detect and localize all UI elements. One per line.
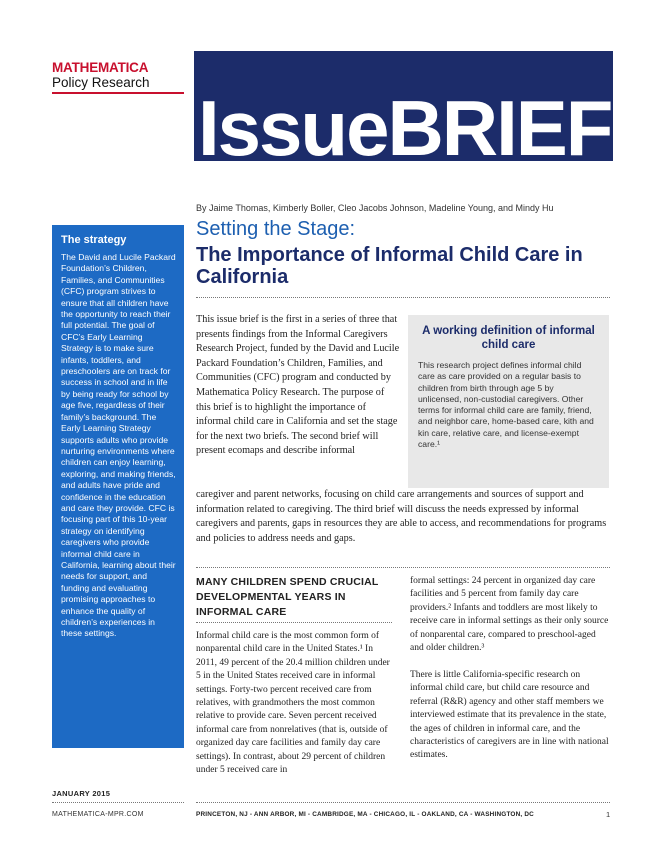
logo-line-2: Policy Research (52, 75, 150, 90)
logo-rule (52, 92, 184, 94)
banner-title: IssueBRIEF (198, 84, 612, 161)
body-column-2-para-2: There is little California-specific research on informal child care, but child care resource and referral (R&R) agency and other staff members we interviewed estimate that its prevalence in the state, the ages of children in informal care, and the characteristics of caregivers are in line with national estimates. (410, 670, 609, 761)
sidebar-heading: The strategy (61, 234, 127, 246)
definition-body: This research project defines informal child care as care provided on a regular basis to children from birth through age 5 by unlicensed, non-custodial caregivers. Other terms for informal child care are family, friend, and neighbor care, home-based care, kith and kin care, relative care, and license-exempt care.¹ (418, 360, 594, 450)
page-title: The Importance of Informal Child Care in California (196, 244, 583, 288)
office-locations: PRINCETON, NJ - ANN ARBOR, MI - CAMBRIDGE, MA - CHICAGO, IL - OAKLAND, CA - WASHINGTON, DC (196, 811, 534, 818)
logo-line-1: MATHEMATICA (52, 60, 149, 75)
issue-brief-banner (194, 51, 613, 161)
page-number: 1 (606, 810, 611, 819)
publication-date: JANUARY 2015 (52, 789, 111, 798)
strategy-sidebar (52, 225, 184, 748)
footer-rule-left (52, 802, 184, 803)
section-divider-top (196, 567, 610, 568)
mathematica-logo (52, 60, 184, 94)
body-column-2-para-1: formal settings: 24 percent in organized day care facilities and 5 percent from family day care providers.² Infants and toddlers are most likely to receive care in informal settings as their only source of nonparental care, compared to preschool-aged and older children.³ (410, 576, 609, 654)
definition-box (408, 315, 609, 488)
section-heading: MANY CHILDREN SPEND CRUCIAL DEVELOPMENTAL YEARS IN INFORMAL CARE (196, 576, 379, 618)
section-heading-rule (196, 622, 392, 623)
definition-heading: A working definition of informal child care (422, 325, 595, 351)
sidebar-body: The David and Lucile Packard Foundation’s Children, Families, and Communities (CFC) program strives to ensure that all children have the opportunity to reach their full potential. The goal of CFC’s Early Learning Strategy is to make sure infants, toddlers, and preschoolers are on track for success in school and in life by being ready for school by age five, regardless of their family’s background. The Early Learning Strategy supports adults who provide nurturing environments where children can enjoy learning, exploring, and making friends, and adults have pride and confidence in the education and care they provide. CFC is focusing part of this 10-year strategy on identifying caregivers who provide informal child care in California, learning about their needs for support, and funding and evaluating promising approaches to enhance the quality of children’s experiences in these settings. (61, 252, 176, 639)
intro-paragraph: This issue brief is the first in a series of three that presents findings from the Informal Caregivers Research Project, funded by the David and Lucile Packard Foundation’s Children, Families, and Communities (CFC) program and conducted by Mathematica Policy Research. The purpose of this brief is to highlight the importance of informal child care in California and set the stage for the next two briefs. The second brief will present ecomaps and describe informal (196, 314, 400, 457)
authors-line: By Jaime Thomas, Kimberly Boller, Cleo Jacobs Johnson, Madeline Young, and Mindy Hu (196, 203, 554, 213)
title-kicker: Setting the Stage: (196, 218, 356, 240)
body-column-1: Informal child care is the most common form of nonparental child care in the United States.¹ In 2011, 49 percent of the 20.4 million children under 5 in the United States received care in informal settings. Forty-two percent received care from relatives, with grandmothers the most common relative to provide care. Seven percent received informal care from nonrelatives (that is, outside of organized day care facilities and family day care settings). In contrast, about 29 percent of children under 5 received care in (196, 631, 390, 776)
intro-paragraph-continued: caregiver and parent networks, focusing on child care arrangements and sources of support and information related to caregiving. The third brief will discuss the needs expressed by informal caregivers and parents, gaps in resources they are able to access, and recommendations for programs and policies to address needs and gaps. (196, 489, 607, 544)
website-link[interactable]: MATHEMATICA-MPR.COM (52, 811, 144, 818)
footer-rule-right (196, 802, 610, 803)
title-divider (196, 297, 610, 298)
